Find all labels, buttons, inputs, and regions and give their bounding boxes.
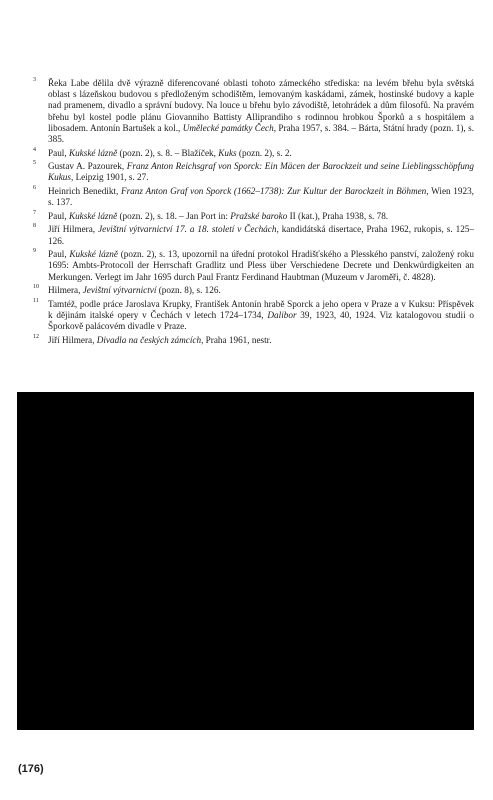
footnote-number: 4	[33, 146, 36, 153]
footnote-title-italic: Kuks	[218, 147, 237, 158]
footnote-text: Paul,	[48, 249, 70, 260]
footnote	[26, 224, 474, 246]
footnote-text: (pozn. 2), s. 13, upozornil na úřední protokol Hradišťského a Plesského panství, založený roku 1695: Ambts-Protocoll der Herrschaft Gradlitz und Pless über Verschiedene Decrete und Denkwürdigkeiten an Merkungen. Verlegt im Jahr 1695 durch Paul Frantz Ferdinand Haubtman (Muzeum v Jaroměři, č. 4828).	[48, 249, 474, 282]
footnote-text: (pozn. 2), s. 18. – Jan Port in:	[117, 210, 231, 221]
footnote-text: II (kat.), Praha 1938, s. 78.	[287, 210, 389, 221]
footnote	[26, 285, 474, 296]
footnote-title-italic: Kukské lázně	[69, 249, 118, 260]
footnote-text: , Praha 1961, nestr.	[201, 334, 272, 345]
footnote-text: 39, 1923, 40, 1924. Viz katalogovou studii o Šporkově palácovém divadle v Praze.	[48, 309, 474, 332]
footnote	[26, 299, 474, 333]
footnote-number: 3	[33, 77, 36, 83]
footnote-text: Gustav A. Pazourek,	[48, 161, 127, 172]
footnote-number: 6	[33, 185, 36, 191]
footnote-title-italic: Divadla na českých zámcích	[96, 334, 202, 345]
footnote-text: (pozn. 2), s. 8. – Blažíček,	[117, 147, 219, 158]
footnote-number: 11	[33, 297, 39, 304]
footnote-title-italic: Jevištní výtvarnictví	[82, 285, 157, 296]
footnote-text: Jiří Hilmera,	[48, 224, 99, 235]
footnote	[26, 161, 474, 183]
footnote-number: 9	[33, 248, 36, 255]
footnote-text: , Wien 1923, s. 137.	[48, 186, 474, 208]
footnote-text: Řeka Labe dělila dvě výrazně diferencované oblasti tohoto zámeckého střediska: na levém břehu byla světská oblast s lázeňskou budovou s předloženým schodištěm, lemovaným kaskádami, zámek, hostinské budovy a kaple nad pramenem, divadlo a správní budovy. Na louce u břehu bylo závodiště, letohrádek a dům filosofů. Na pravém břehu byl kostel podle plánu Giovanniho Battisty Alliprandiho s rodinnou hrobkou Šporků a s hospitálem a libosadem. Antonín Bartušek a kol.,	[48, 78, 474, 133]
footnote-title-italic: Franz Anton Reichsgraf von Sporck: Ein Mäcen der Barockzeit und seine Lieblingsschöpfung Kukus	[48, 161, 474, 183]
footnote-text: (pozn. 2), s. 2.	[236, 147, 292, 158]
footnote	[26, 148, 474, 159]
footnote-title-italic: Jevištní výtvarnictví 17. a 18. století v Čechách	[98, 224, 277, 235]
footnote-text: Hilmera,	[48, 285, 83, 296]
footnote-number: 12	[33, 333, 39, 340]
footnote-number: 8	[33, 223, 36, 230]
footnote-text: , kandidátská disertace, Praha 1962, rukopis, s. 125–126.	[48, 224, 474, 246]
footnote-text: Jiří Hilmera,	[48, 334, 97, 345]
black-redaction-block	[17, 392, 474, 730]
footnote-text: Tamtéž, podle práce Jaroslava Krupky, František Antonín hrabě Sporck a jeho opera v Praze a v Kuksu: Příspěvek k dějinám italské opery v Čechách v letech 1724–1734,	[48, 298, 474, 320]
footnote-title-italic: Umělecké památky Čech	[182, 122, 274, 133]
footnote-text: , Leipzig 1901, s. 27.	[70, 172, 149, 183]
footnote-title-italic: Pražské baroko	[230, 210, 288, 221]
footnote-text: , Praha 1957, s. 384. – Bárta, Státní hrady (pozn. 1), s. 385.	[48, 122, 474, 145]
footnote-title-italic: Dalibor	[267, 309, 297, 320]
footnote-text: (pozn. 8), s. 126.	[156, 285, 221, 296]
page-number: (176)	[18, 763, 44, 775]
footnote-title-italic: Franz Anton Graf von Sporck (1662–1738): Zur Kultur der Barockzeit in Böhmen	[120, 186, 427, 196]
footnotes-list	[26, 78, 474, 348]
footnote-text: Heinrich Benedikt,	[48, 186, 121, 196]
footnote-title-italic: Kukské lázně	[68, 147, 118, 158]
footnote	[26, 78, 474, 145]
footnote	[26, 211, 474, 222]
footnote-number: 5	[33, 160, 36, 167]
footnote-title-italic: Kukské lázně	[68, 210, 118, 221]
footnote-number: 10	[33, 284, 39, 291]
footnote-text: Paul,	[48, 210, 69, 221]
footnote	[26, 186, 474, 208]
footnote	[26, 335, 474, 346]
footnote-number: 7	[33, 209, 36, 216]
footnote-text: Paul,	[48, 147, 69, 158]
footnote	[26, 249, 474, 283]
